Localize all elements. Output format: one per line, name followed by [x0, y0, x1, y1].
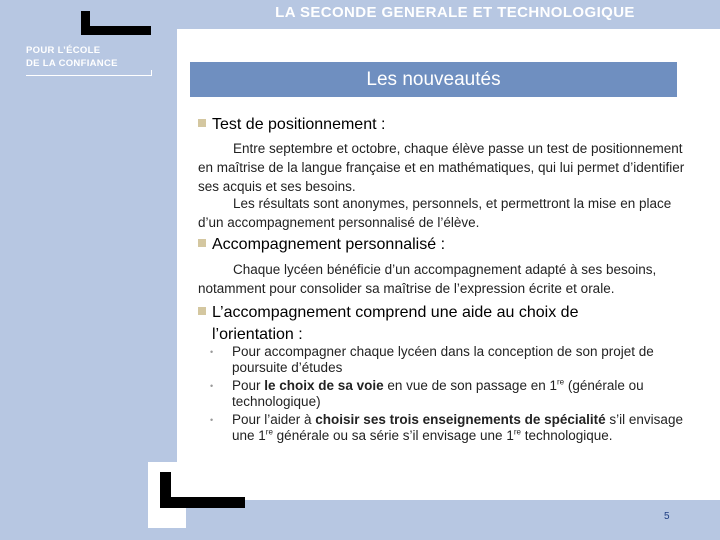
logo-underline	[26, 75, 152, 76]
footer-band	[177, 500, 720, 540]
page-title: LA SECONDE GENERALE ET TECHNOLOGIQUE	[275, 4, 635, 21]
bullet-square-icon	[198, 239, 206, 247]
logo-line-2: DE LA CONFIANCE	[26, 58, 118, 69]
list-dot-icon: •	[210, 347, 214, 357]
logo-text	[26, 44, 118, 70]
bullet-heading-accompagnement: Accompagnement personnalisé :	[198, 236, 445, 254]
logo-bracket-horizontal	[81, 26, 151, 35]
paragraph-accompagnement: Chaque lycéen bénéficie d’un accompagnement adapté à ses besoins, notamment pour consolider sa maîtrise de l’expression écrite et orale.	[198, 262, 657, 296]
bullet-heading-orientation: L’accompagnement comprend une aide au choix de l’orientation :	[198, 302, 578, 346]
logo-underline-tick	[151, 70, 152, 76]
bullet-heading-test: Test de positionnement :	[198, 116, 385, 134]
list-dot-icon: •	[210, 381, 214, 391]
page-number: 5	[664, 511, 670, 522]
list-item-3: Pour l’aider à choisir ses trois enseignements de spécialité s’il envisage une 1re générale ou sa série s’il envisage une 1re technologique.	[232, 412, 683, 443]
footer-bracket-horizontal	[160, 497, 245, 508]
bullet-square-icon	[198, 119, 206, 127]
section-banner: Les nouveautés	[190, 62, 677, 97]
bullet-square-icon	[198, 307, 206, 315]
list-dot-icon: •	[210, 415, 214, 425]
list-item-1: Pour accompagner chaque lycéen dans la conception de son projet de poursuite d’études	[232, 344, 654, 375]
paragraph-test-1: Entre septembre et octobre, chaque élève passe un test de positionnement en maîtrise de la langue française et en mathématiques, qui lui permet d’identifier ses acquis et ses besoins.	[198, 141, 685, 194]
list-item-2: Pour le choix de sa voie en vue de son passage en 1re (générale ou technologique)	[232, 377, 644, 409]
paragraph-test-2: Les résultats sont anonymes, personnels, et permettront la mise en place d’un accompagnement personnalisé de l’élève.	[198, 196, 672, 230]
logo-line-1: POUR L’ÉCOLE	[26, 45, 101, 56]
